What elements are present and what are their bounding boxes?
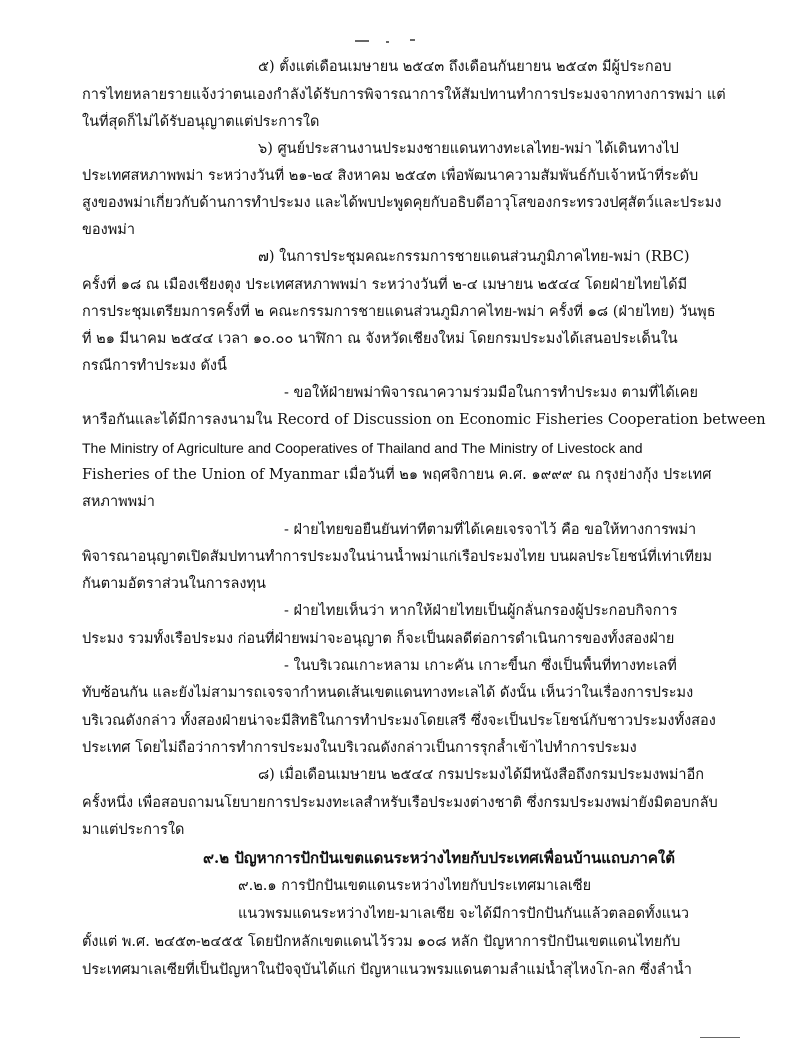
bullet4-line4: ประเทศ โดยไม่ถือว่าการทำการประมงในบริเวณดังกล่าวเป็นการรุกล้ำเข้าไปทำการประมง — [82, 740, 637, 756]
scan-artifact — [386, 41, 389, 43]
bullet2-line3: กันตามอัตราส่วนในการลงทุน — [82, 576, 266, 592]
subsection-heading: ๙.๒.๑ การปักปันเขตแดนระหว่างไทยกับประเทศมาเลเซีย — [238, 878, 592, 894]
scan-artifact — [410, 39, 415, 41]
para7-line1: ๗) ในการประชุมคณะกรรมการชายแดนส่วนภูมิภาคไทย-พม่า (RBC) — [258, 249, 690, 265]
bullet4-line2: ทับซ้อนกัน และยังไม่สามารถเจรจากำหนดเส้นเขตแดนทางทะเลได้ ดังนั้น เห็นว่าในเรื่องการประมง — [82, 685, 694, 701]
para5-line3: ในที่สุดก็ไม่ได้รับอนุญาตแต่ประการใด — [82, 114, 320, 130]
para8-line2: ครั้งหนึ่ง เพื่อสอบถามนโยบายการประมงทะเลสำหรับเรือประมงต่างชาติ ซึ่งกรมประมงพม่ายังมิตอบกลับ — [82, 795, 718, 811]
para6-line3: สูงของพม่าเกี่ยวกับด้านการทำประมง และได้พบปะพูดคุยกับอธิบดีอาวุโสของกระทรวงปศุสัตว์และประมง — [82, 195, 722, 211]
para6-line1: ๖) ศูนย์ประสานงานประมงชายแดนทางทะเลไทย-พม่า ได้เดินทางไป — [258, 141, 679, 157]
bullet4-line1: - ในบริเวณเกาะหลาม เกาะคัน เกาะขี้นก ซึ่งเป็นพื้นที่ทางทะเลที่ — [284, 658, 677, 674]
bullet1-line3: The Ministry of Agriculture and Cooperatives of Thailand and The Ministry of Livestock and — [82, 440, 643, 456]
bullet1-line1: - ขอให้ฝ่ายพม่าพิจารณาความร่วมมือในการทำประมง ตามที่ได้เคย — [284, 385, 699, 401]
para8-line1: ๘) เมื่อเดือนเมษายน ๒๕๔๔ กรมประมงได้มีหนังสือถึงกรมประมงพม่าอีก — [258, 767, 705, 783]
bullet3-line1: - ฝ่ายไทยเห็นว่า หากให้ฝ่ายไทยเป็นผู้กลั่นกรองผู้ประกอบกิจการ — [284, 603, 678, 619]
section-line3: ประเทศมาเลเซียที่เป็นปัญหาในปัจจุบันได้แก่ ปัญหาแนวพรมแดนตามลำแม่น้ำสุไหงโก-ลก ซึ่งลำน้ำ — [82, 962, 692, 978]
section-line1: แนวพรมแดนระหว่างไทย-มาเลเซีย จะได้มีการปักปันกันแล้วตลอดทั้งแนว — [238, 906, 690, 922]
para5-line2: การไทยหลายรายแจ้งว่าตนเองกำลังได้รับการพิจารณาการให้สัมปทานทำการประมงจากทางการพม่า แต่ — [82, 87, 726, 103]
section-heading: ๙.๒ ปัญหาการปักปันเขตแดนระหว่างไทยกับประเทศเพื่อนบ้านแถบภาคใต้ — [203, 849, 675, 867]
para6-line4: ของพม่า — [82, 222, 135, 238]
scan-artifact — [355, 40, 369, 42]
para7-line2: ครั้งที่ ๑๘ ณ เมืองเชียงตุง ประเทศสหภาพพม่า ระหว่างวันที่ ๒-๔ เมษายน ๒๕๔๔ โดยฝ่ายไทยได้มี — [82, 277, 688, 293]
para7-line4: ที่ ๒๑ มีนาคม ๒๕๔๔ เวลา ๑๐.๐๐ นาฬิกา ณ จังหวัดเชียงใหม่ โดยกรมประมงได้เสนอประเด็นใน — [82, 331, 678, 347]
para8-line3: มาแต่ประการใด — [82, 822, 185, 838]
para7-line5: กรณีการทำประมง ดังนี้ — [82, 358, 227, 374]
bullet2-line2: พิจารณาอนุญาตเปิดสัมปทานทำการประมงในน่านน้ำพม่าแก่เรือประมงไทย บนผลประโยชน์ที่เท่าเทียม — [82, 549, 713, 565]
para6-line2: ประเทศสหภาพพม่า ระหว่างวันที่ ๒๑-๒๔ สิงหาคม ๒๕๔๓ เพื่อพัฒนาความสัมพันธ์กับเจ้าหน้าที่ระดับ — [82, 168, 699, 184]
bullet1-line2: หารือกันและได้มีการลงนามใน Record of Discussion on Economic Fisheries Cooperation between — [82, 412, 766, 428]
bullet2-line1: - ฝ่ายไทยขอยืนยันท่าทีตามที่ได้เคยเจรจาไว้ คือ ขอให้ทางการพม่า — [284, 522, 697, 538]
para5-line1: ๕) ตั้งแต่เดือนเมษายน ๒๕๔๓ ถึงเดือนกันยายน ๒๕๔๓ มีผู้ประกอบ — [258, 59, 672, 75]
para7-line3: การประชุมเตรียมการครั้งที่ ๒ คณะกรรมการชายแดนส่วนภูมิภาคไทย-พม่า ครั้งที่ ๑๘ (ฝ่ายไทย) วันพุธ — [82, 304, 716, 320]
bullet1-line4: Fisheries of the Union of Myanmar เมื่อวันที่ ๒๑ พฤศจิกายน ค.ศ. ๑๙๙๙ ณ กรุงย่างกุ้ง ประเทศ — [82, 467, 712, 483]
scan-artifact — [700, 1037, 740, 1038]
bullet1-line5: สหภาพพม่า — [82, 494, 155, 510]
bullet3-line2: ประมง รวมทั้งเรือประมง ก่อนที่ฝ่ายพม่าจะอนุญาต ก็จะเป็นผลดีต่อการดำเนินการของทั้งสองฝ่าย — [82, 631, 675, 647]
section-line2: ตั้งแต่ พ.ศ. ๒๔๕๓-๒๔๕๕ โดยปักหลักเขตแดนไว้รวม ๑๐๘ หลัก ปัญหาการปักปันเขตแดนไทยกับ — [82, 934, 681, 950]
bullet4-line3: บริเวณดังกล่าว ทั้งสองฝ่ายน่าจะมีสิทธิในการทำประมงโดยเสรี ซึ่งจะเป็นประโยชน์กับชาวประมงทั้งสอง — [82, 713, 716, 729]
